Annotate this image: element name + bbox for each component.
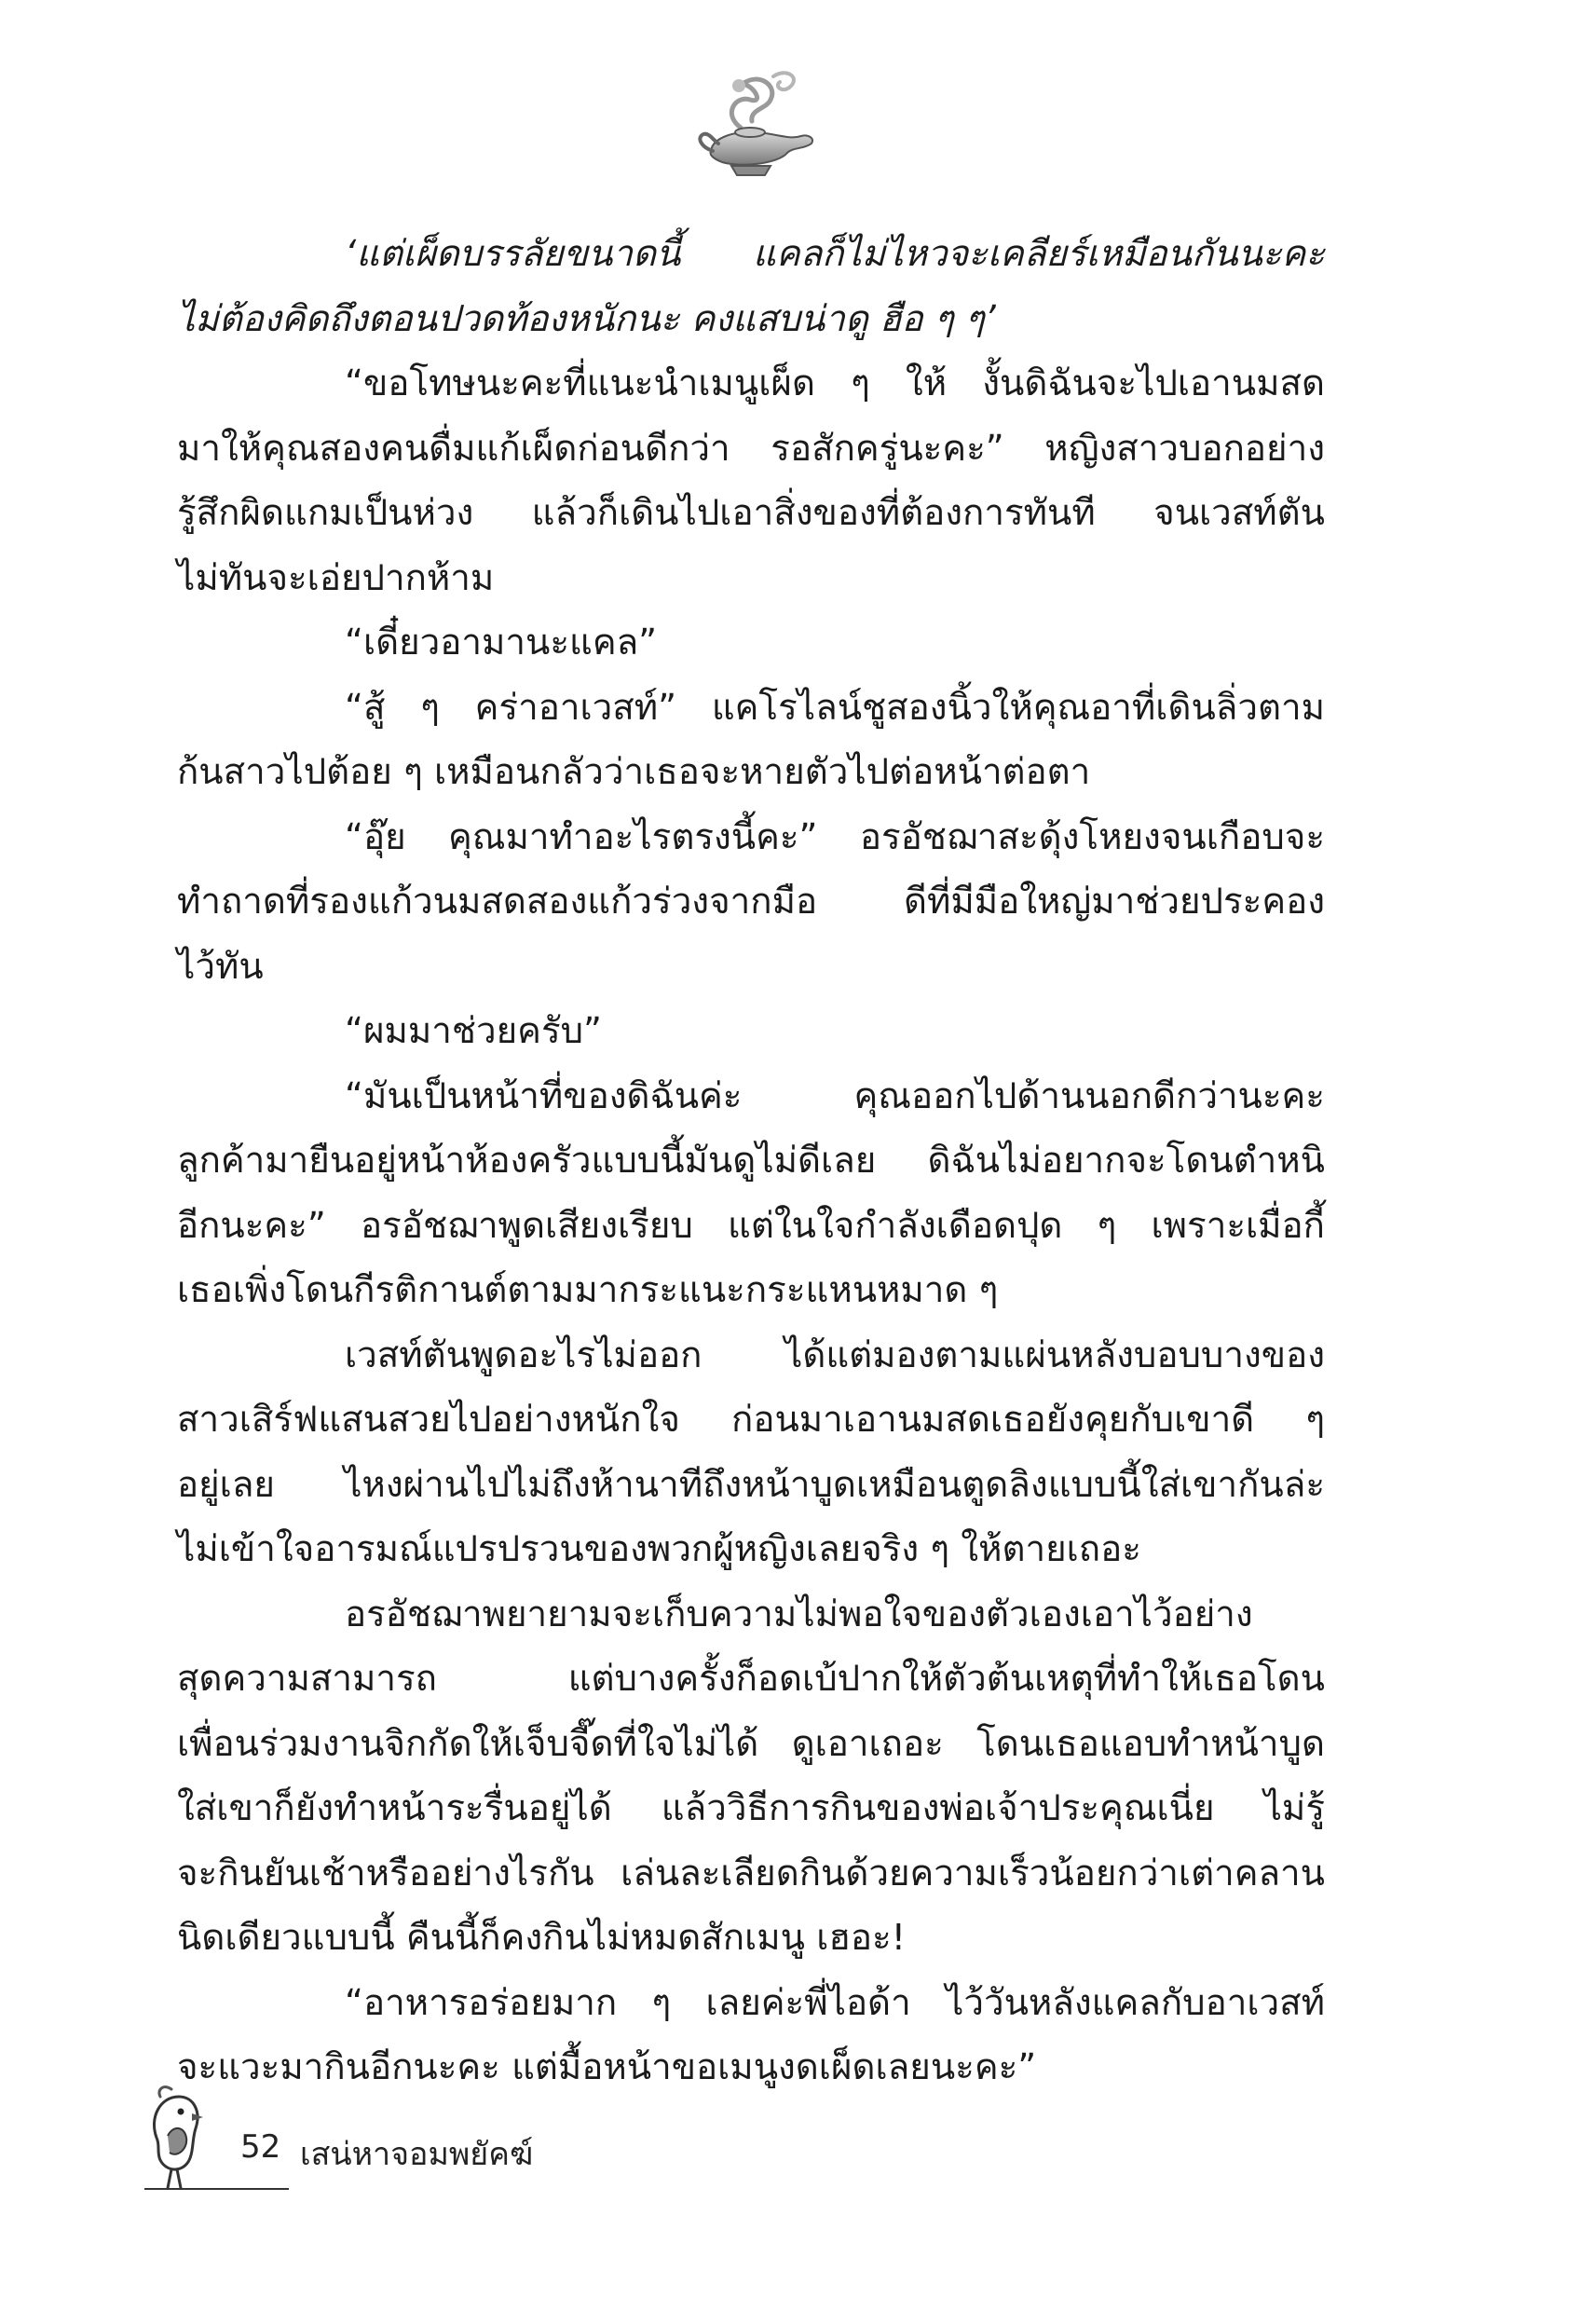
text-line: “มันเป็นหน้าที่ของดิฉันค่ะ คุณออกไปด้านนอกดีกว่านะคะ bbox=[345, 1074, 1325, 1117]
text-line: เวสท์ตันพูดอะไรไม่ออก ได้แต่มองตามแผ่นหลังบอบบางของ bbox=[345, 1333, 1325, 1376]
text-line: อยู่เลย ไหงผ่านไปไม่ถึงห้านาทีถึงหน้าบูดเหมือนตูดลิงแบบนี้ใส่เขากันล่ะ bbox=[177, 1463, 1325, 1506]
lamp-with-genie-smoke-icon bbox=[685, 58, 825, 198]
book-title: เสน่หาจอมพยัคฆ์ bbox=[300, 2136, 534, 2173]
text-line: มาให้คุณสองคนดื่มแก้เผ็ดก่อนดีกว่า รอสักครู่นะคะ” หญิงสาวบอกอย่าง bbox=[177, 427, 1325, 470]
text-line: “ผมมาช่วยครับ” bbox=[345, 1010, 603, 1052]
text-line: เธอเพิ่งโดนกีรติกานต์ตามมากระแนะกระแหนหมาด ๆ bbox=[177, 1269, 999, 1311]
text-line: อีกนะคะ” อรอัชฌาพูดเสียงเรียบ แต่ในใจกำลังเดือดปุด ๆ เพราะเมื่อกี้ bbox=[177, 1204, 1325, 1247]
text-line: ลูกค้ามายืนอยู่หน้าห้องครัวแบบนี้มันดูไม่ดีเลย ดิฉันไม่อยากจะโดนตำหนิ bbox=[177, 1140, 1325, 1182]
text-line: เพื่อนร่วมงานจิกกัดให้เจ็บจี๊ดที่ใจไม่ได้ ดูเอาเถอะ โดนเธอแอบทำหน้าบูด bbox=[177, 1722, 1325, 1765]
text-line: นิดเดียวแบบนี้ คืนนี้ก็คงกินไม่หมดสักเมนู เฮอะ! bbox=[177, 1917, 907, 1959]
page-number: 52 bbox=[240, 2128, 281, 2166]
text-line: ไม่ต้องคิดถึงตอนปวดท้องหนักนะ คงแสบน่าดู ฮือ ๆ ๆ’ bbox=[177, 297, 996, 340]
text-line: จะแวะมากินอีกนะคะ แต่มื้อหน้าขอเมนูงดเผ็ดเลยนะคะ” bbox=[177, 2046, 1037, 2088]
text-line: สาวเสิร์ฟแสนสวยไปอย่างหนักใจ ก่อนมาเอานมสดเธอยังคุยกับเขาดี ๆ bbox=[177, 1399, 1325, 1441]
footer-divider bbox=[144, 2188, 289, 2190]
text-line: “เดี๋ยวอามานะแคล” bbox=[345, 622, 658, 663]
text-line: จะกินยันเช้าหรืออย่างไรกัน เล่นละเลียดกินด้วยความเร็วน้อยกว่าเต่าคลาน bbox=[177, 1852, 1325, 1894]
text-line: อรอัชฌาพยายามจะเก็บความไม่พอใจของตัวเองเอาไว้อย่าง bbox=[345, 1593, 1253, 1635]
text-line: ทำถาดที่รองแก้วนมสดสองแก้วร่วงจากมือ ดีที่มีมือใหญ่มาช่วยประคอง bbox=[177, 881, 1325, 923]
text-line: สุดความสามารถ แต่บางครั้งก็อดเบ้ปากให้ตัวต้นเหตุที่ทำให้เธอโดน bbox=[177, 1658, 1325, 1700]
text-line: ไม่เข้าใจอารมณ์แปรปรวนของพวกผู้หญิงเลยจริง ๆ ให้ตายเถอะ bbox=[177, 1528, 1141, 1570]
text-line: ไว้ทัน bbox=[177, 945, 264, 988]
text-line: ‘แต่เผ็ดบรรลัยขนาดนี้ แคลก็ไม่ไหวจะเคลียร์เหมือนกันนะคะ bbox=[345, 233, 1325, 275]
text-line: “อาหารอร่อยมาก ๆ เลยค่ะพี่ไอด้า ไว้วันหลังแคลกับอาเวสท์ bbox=[345, 1981, 1325, 2024]
text-line: ใส่เขาก็ยังทำหน้าระรื่นอยู่ได้ แล้ววิธีการกินของพ่อเจ้าประคุณเนี่ย ไม่รู้ bbox=[177, 1787, 1325, 1829]
text-line: ก้นสาวไปต้อย ๆ เหมือนกลัวว่าเธอจะหายตัวไปต่อหน้าต่อตา bbox=[177, 751, 1091, 793]
page-footer bbox=[140, 2080, 624, 2220]
text-line: รู้สึกผิดแกมเป็นห่วง แล้วก็เดินไปเอาสิ่งของที่ต้องการทันที จนเวสท์ตัน bbox=[177, 492, 1325, 534]
text-line: “ขอโทษนะคะที่แนะนำเมนูเผ็ด ๆ ให้ งั้นดิฉันจะไปเอานมสด bbox=[345, 362, 1325, 404]
text-line: ไม่ทันจะเอ่ยปากห้าม bbox=[177, 556, 495, 599]
text-line: “สู้ ๆ คร่าอาเวสท์” แคโรไลน์ชูสองนิ้วให้คุณอาที่เดินลิ่วตาม bbox=[345, 686, 1325, 729]
bird-icon bbox=[140, 2080, 214, 2192]
text-line: “อุ๊ย คุณมาทำอะไรตรงนี้คะ” อรอัชฌาสะดุ้งโหยงจนเกือบจะ bbox=[345, 815, 1325, 858]
body-text bbox=[177, 222, 1325, 2100]
